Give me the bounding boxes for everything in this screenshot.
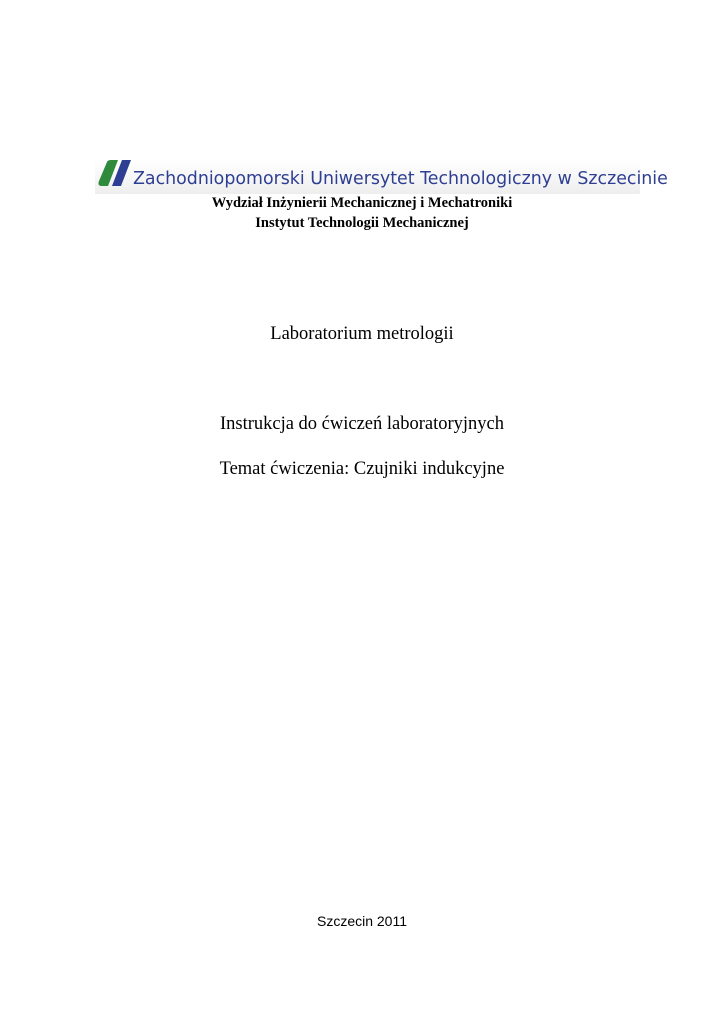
university-name: Zachodniopomorski Uniwersytet Technologiczny w Szczecinie: [133, 169, 668, 189]
zut-logo-icon: [96, 158, 136, 188]
faculty-name: Wydział Inżynierii Mechanicznej i Mechatroniki: [211, 195, 513, 211]
lab-title: Laboratorium metrologii: [270, 324, 454, 344]
exercise-topic: Temat ćwiczenia: Czujniki indukcyjne: [219, 459, 505, 479]
place-and-year: Szczecin 2011: [316, 913, 407, 929]
instruction-title: Instrukcja do ćwiczeń laboratoryjnych: [219, 414, 505, 434]
institute-name: Instytut Technologii Mechanicznej: [255, 215, 469, 231]
